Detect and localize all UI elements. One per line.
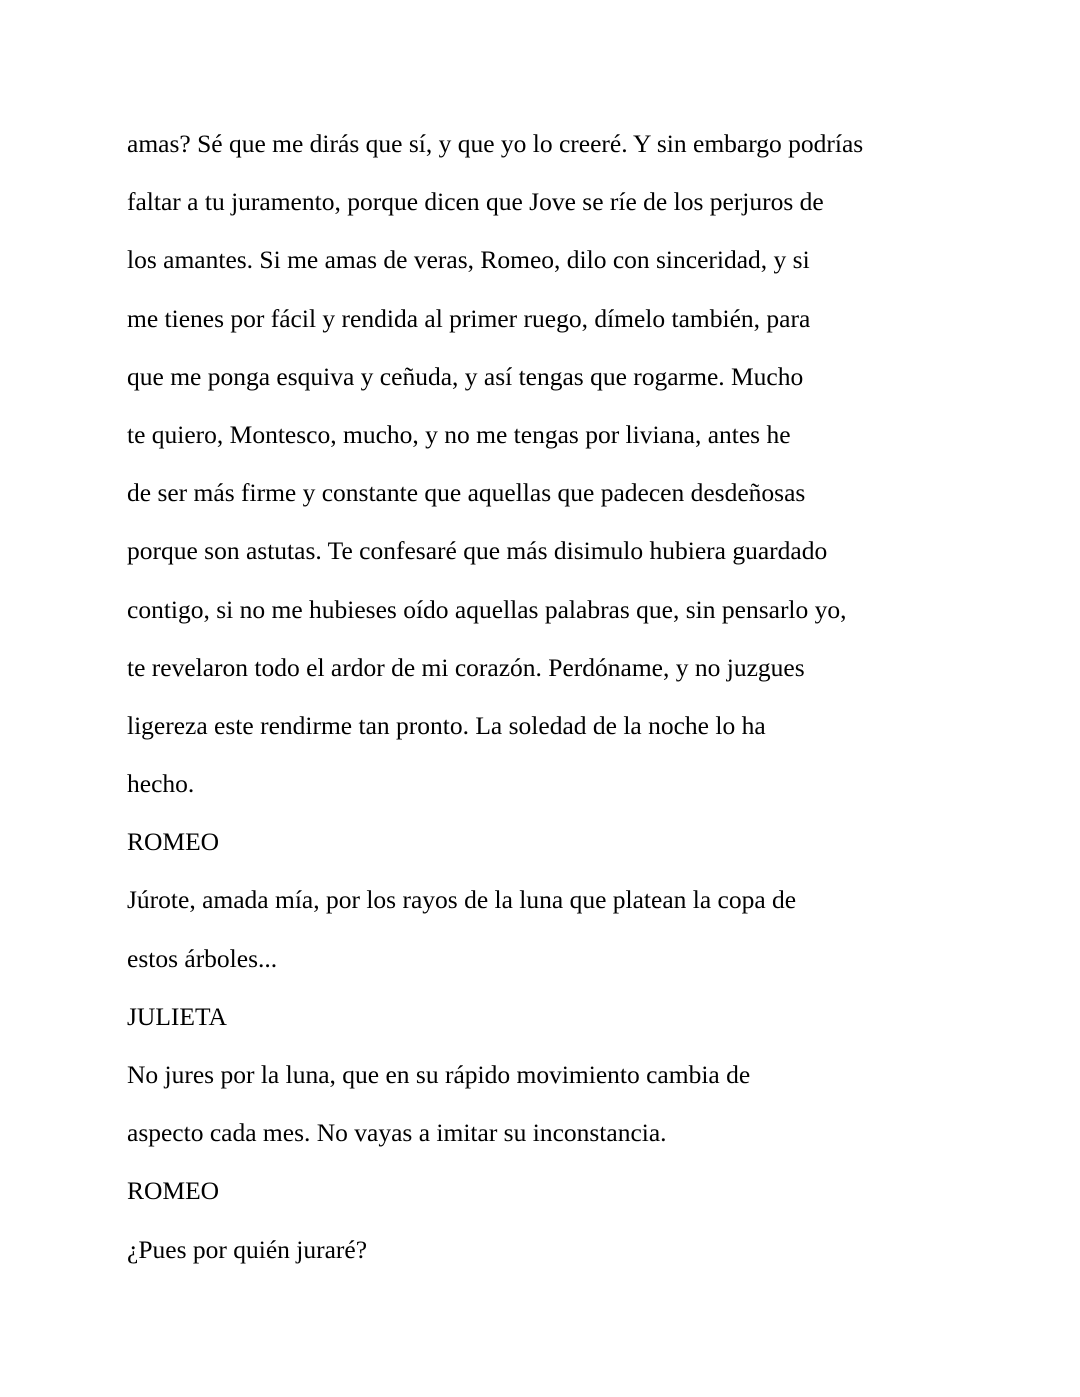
text-line: que me ponga esquiva y ceñuda, y así tengas que rogarme. Mucho	[127, 361, 804, 391]
text-line: me tienes por fácil y rendida al primer ruego, dímelo también, para	[127, 303, 811, 333]
text-line: contigo, si no me hubieses oído aquellas palabras que, sin pensarlo yo,	[127, 594, 847, 624]
text-line: Júrote, amada mía, por los rayos de la luna que platean la copa de	[127, 885, 797, 915]
text-line: No jures por la luna, que en su rápido movimiento cambia de	[127, 1060, 751, 1089]
text-line: aspecto cada mes. No vayas a imitar su inconstancia.	[127, 1118, 667, 1148]
text-line: te quiero, Montesco, mucho, y no me tengas por liviana, antes he	[127, 419, 791, 449]
text-line: porque son astutas. Te confesaré que más disimulo hubiera guardado	[127, 536, 828, 566]
text-line: faltar a tu juramento, porque dicen que Jove se ríe de los perjuros de	[127, 187, 824, 217]
speaker-name: JULIETA	[127, 1001, 227, 1031]
speaker-name: ROMEO	[127, 1176, 220, 1206]
text-line: ¿Pues por quién juraré?	[127, 1234, 368, 1264]
text-line: te revelaron todo el ardor de mi corazón. Perdóname, y no juzgues	[127, 652, 805, 682]
text-line: de ser más firme y constante que aquellas que padecen desdeñosas	[127, 478, 806, 508]
text-line: estos árboles...	[127, 943, 278, 973]
speaker-name: ROMEO	[127, 827, 220, 857]
text-line: amas? Sé que me dirás que sí, y que yo lo creeré. Y sin embargo podrías	[127, 129, 864, 158]
play-text	[127, 115, 1027, 1279]
text-line: ligereza este rendirme tan pronto. La soledad de la noche lo ha	[127, 710, 766, 740]
text-line: los amantes. Si me amas de veras, Romeo, dilo con sinceridad, y si	[127, 245, 810, 275]
text-line: hecho.	[127, 769, 195, 799]
